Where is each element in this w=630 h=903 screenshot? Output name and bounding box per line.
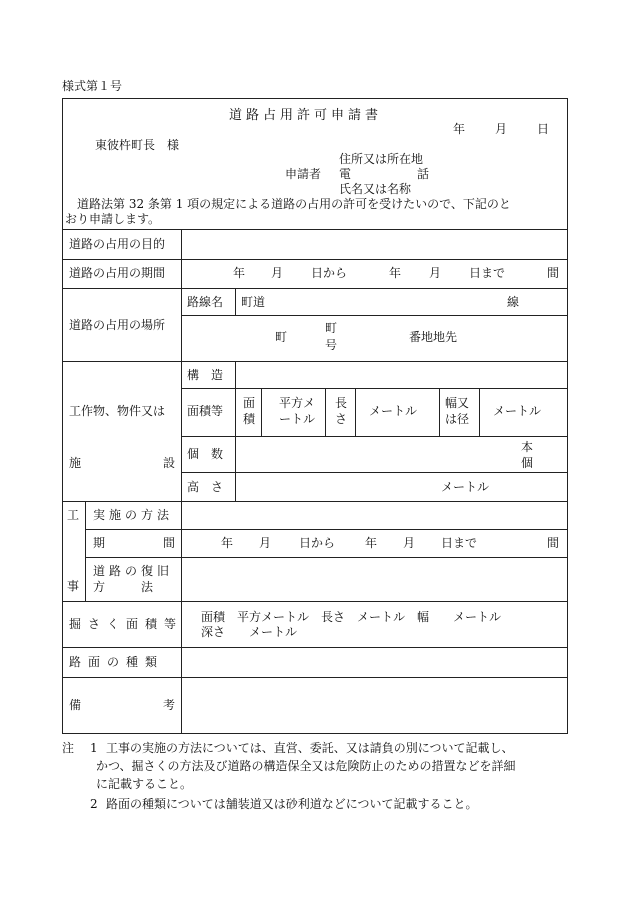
construction-from: 日から [299,536,336,550]
applicant-phone-label-a: 電 [339,167,352,181]
column-divider [261,388,262,436]
applicant-address-label: 住所又は所在地 [339,152,424,166]
excavation-label: 掘さく面積等 [69,617,184,631]
period-until: 日まで [469,266,506,280]
date-year: 年 [453,122,466,136]
route-suffix: 線 [507,295,520,309]
construction-period-label-a: 期 [93,536,106,550]
location-label: 道路の占用の場所 [69,318,166,332]
row-divider [181,472,567,473]
row-divider [63,288,567,289]
period-year-1: 年 [233,266,246,280]
width-top: 幅又 [445,396,470,410]
addressee: 東彼杵町長 様 [95,138,180,152]
form-title: 道路占用許可申請書 [229,108,383,123]
location-cho-top: 町 [325,321,338,335]
intro-line-2: おり申請します。 [65,212,161,226]
construction-until: 日まで [441,536,478,550]
construction-month-1: 月 [259,536,272,550]
excavation-line-2: 深さ メートル [201,625,298,639]
row-divider [63,677,567,678]
note-1-number: 1 [90,741,98,755]
applicant-phone-label-b: 話 [417,167,430,181]
restore-label-line-2: 方 法 [93,580,154,594]
method-label: 実施の方法 [93,508,174,522]
location-cho-bottom: 号 [325,338,338,352]
row-divider [181,315,567,316]
note-2-number: 2 [90,797,98,811]
row-divider [85,557,567,558]
applicant-label: 申請者 [285,167,322,181]
construction-month-2: 月 [403,536,416,550]
column-divider [325,388,326,436]
application-form [62,98,568,734]
sqm-bottom: ートル [279,412,316,426]
location-town: 町 [275,330,288,344]
construction-period-label-b: 間 [163,536,176,550]
form-number: 様式第１号 [62,79,123,93]
construction-span: 間 [547,536,560,550]
excavation-line-1: 面積 平方メートル 長さ メートル 幅 メートル [201,610,502,624]
construction-year-2: 年 [365,536,378,550]
notes-prefix: 注 [62,741,75,755]
sqm-top: 平方メ [279,396,316,410]
construction-year-1: 年 [221,536,234,550]
column-divider [235,288,236,315]
construction-side-bottom: 事 [67,579,80,593]
note-1-line-1: 工事の実施の方法については、直営、委託、又は請負の別について記載し、 [106,741,514,755]
applicant-name-label: 氏名又は名称 [339,182,412,196]
purpose-label: 道路の占用の目的 [69,237,166,251]
row-divider [181,388,567,389]
column-divider [479,388,480,436]
remarks-label-b: 考 [163,698,176,712]
location-banchi: 番地地先 [409,330,458,344]
structure-label-line-1: 工作物、物件又は [69,404,166,418]
row-divider [63,259,567,260]
length-bottom: さ [335,412,348,426]
height-unit: メートル [441,480,490,494]
kozo-label: 構 造 [187,368,224,382]
period-from: 日から [311,266,348,280]
row-divider [63,501,567,502]
column-divider [235,361,236,501]
count-label: 個 数 [187,447,224,461]
area-col-top: 面 [243,396,256,410]
route-prefix: 町道 [241,295,266,309]
note-1-line-2: かつ、掘さくの方法及び道路の構造保全又は危険防止のための措置などを詳細 [96,759,516,773]
intro-line-1: 道路法第 32 条第 1 項の規定による道路の占用の許可を受けたいので、下記のと [77,197,511,211]
restore-label-line-1: 道路の復旧 [93,564,174,578]
row-divider [181,436,567,437]
period-year-2: 年 [389,266,402,280]
note-1-line-3: に記載すること。 [96,777,193,791]
surface-label: 路面の種類 [69,655,165,669]
meter-unit-1: メートル [369,404,418,418]
column-divider [355,388,356,436]
row-divider [85,529,567,530]
column-divider [181,229,182,734]
period-label: 道路の占用の期間 [69,266,166,280]
meter-unit-2: メートル [493,404,542,418]
route-name-label: 路線名 [187,295,224,309]
area-col-bottom: 積 [243,412,256,426]
count-unit-bottom: 個 [521,456,534,470]
column-divider [439,388,440,436]
date-month: 月 [495,122,508,136]
count-unit-top: 本 [521,440,534,454]
remarks-label-a: 備 [69,698,82,712]
area-label: 面積等 [187,404,224,418]
structure-label-line-2a: 施 [69,456,82,470]
height-label: 高 さ [187,480,224,494]
period-span: 間 [547,266,560,280]
period-month-2: 月 [429,266,442,280]
construction-side-top: 工 [67,508,80,522]
structure-label-line-2b: 設 [163,456,176,470]
column-divider [85,501,86,601]
row-divider [63,601,567,602]
note-2-line-1: 路面の種類については舗装道又は砂利道などについて記載すること。 [106,797,478,811]
period-month-1: 月 [271,266,284,280]
length-top: 長 [335,396,348,410]
row-divider [63,229,567,230]
row-divider [63,361,567,362]
row-divider [63,647,567,648]
width-bottom: は径 [445,412,470,426]
date-day: 日 [537,122,550,136]
